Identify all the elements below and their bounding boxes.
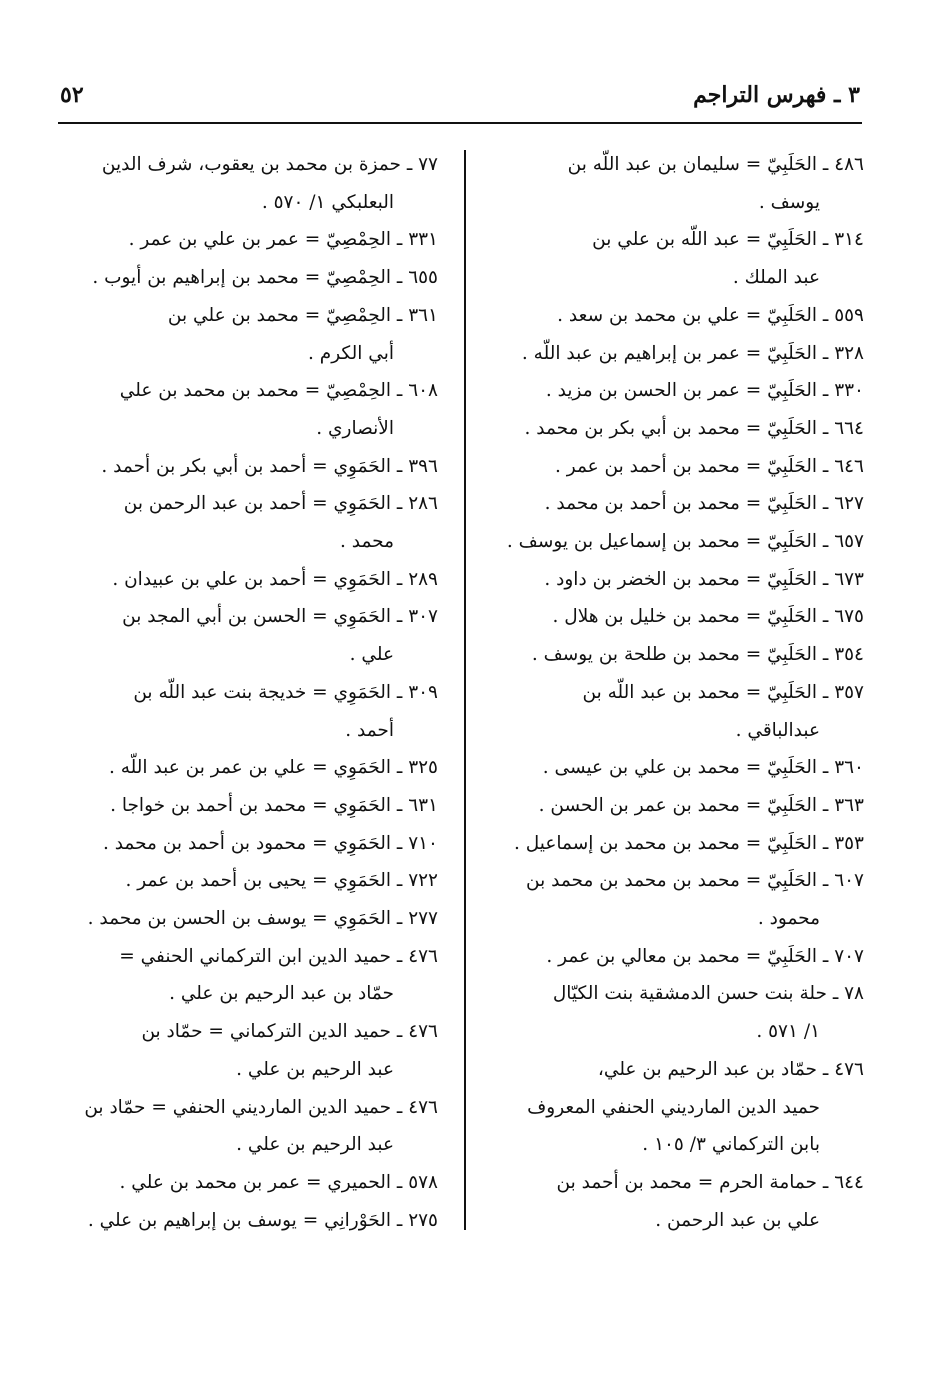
index-entry: ٣٦٠ ـ الحَلَبِيّ = محمد بن علي بن عيسى .	[542, 757, 864, 779]
index-entry: ٦٥٧ ـ الحَلَبِيّ = محمد بن إسماعيل بن يوسف .	[506, 531, 864, 553]
index-entry: ٣٥٤ ـ الحَلَبِيّ = محمد بن طلحة بن يوسف .	[531, 644, 864, 666]
page-number: ٥٢	[60, 82, 84, 108]
index-entry: ٣٦١ ـ الحِمْصِيّ = محمد بن علي بن أبي الكرم .	[167, 304, 438, 364]
index-entry: ٢٨٦ ـ الحَمَوِي = أحمد بن عبد الرحمن بن محمد .	[123, 493, 438, 553]
index-entry: ٦٦٤ ـ الحَلَبِيّ = محمد بن أبي بكر بن محمد .	[524, 417, 864, 439]
index-entry: ٣٥٣ ـ الحَلَبِيّ = محمد بن محمد بن إسماعيل .	[514, 832, 864, 854]
index-entry: ٤٧٦ ـ حميد الدين ابن التركماني الحنفي = حمّاد بن عبد الرحيم بن علي .	[119, 945, 438, 1005]
section-title: ٣ ـ فهرس التراجم	[693, 82, 860, 108]
header-rule	[58, 122, 862, 124]
index-entry: ٣٢٥ ـ الحَمَوِي = علي بن عمر بن عبد اللّه .	[108, 757, 438, 779]
index-entry: ٣٣١ ـ الحِمْصِيّ = عمر بن علي بن عمر .	[128, 229, 438, 251]
index-entry: ٣٩٦ ـ الحَمَوِي = أحمد بن أبي بكر بن أحمد .	[101, 455, 438, 477]
index-entry: ٦٧٥ ـ الحَلَبِيّ = محمد بن خليل بن هلال .	[552, 606, 864, 628]
index-entry: ٣٢٨ ـ الحَلَبِيّ = عمر بن إبراهيم بن عبد اللّه .	[521, 342, 864, 364]
index-entry: ٦٠٧ ـ الحَلَبِيّ = محمد بن محمد بن محمد بن محمود .	[526, 870, 864, 930]
index-entry: ٦٧٣ ـ الحَلَبِيّ = محمد بن الخضر بن داود .	[544, 568, 864, 590]
index-entry: ٣١٤ ـ الحَلَبِيّ = عبد اللّه بن علي بن عبد الملك .	[592, 229, 864, 289]
index-entry: ٦٥٥ ـ الحِمْصِيّ = محمد بن إبراهيم بن أيوب .	[92, 267, 438, 289]
index-entry: ٤٨٦ ـ الحَلَبِيّ = سليمان بن عبد اللّه بن يوسف .	[567, 154, 864, 213]
page-header	[60, 82, 860, 122]
index-entry: ٢٨٩ ـ الحَمَوِي = أحمد بن علي بن عبيدان .	[112, 568, 438, 590]
index-entry: ٢٧٥ ـ الحَوْرانِي = يوسف بن إبراهيم بن علي .	[87, 1209, 438, 1231]
index-entry: ٤٧٦ ـ حميد الدين التركماني = حمّاد بن عبد الرحيم بن علي .	[141, 1021, 438, 1080]
index-entry: ٣٠٧ ـ الحَمَوِي = الحسن بن أبي المجد بن علي .	[122, 606, 438, 666]
index-entry: ٧٨ ـ حلة بنت حسن الدمشقية بنت الكيّال ١/ ٥٧١ .	[552, 983, 864, 1043]
index-entry: ٤٧٦ ـ حمّاد بن عبد الرحيم بن علي، حميد الدين المارديني الحنفي المعروف بابن التركماني ٣/ ١٠٥ .	[527, 1058, 864, 1156]
index-entry: ٦٢٧ ـ الحَلَبِيّ = محمد بن أحمد بن محمد .	[544, 493, 864, 515]
right-column	[492, 146, 864, 1239]
index-entry: ٦٠٨ ـ الحِمْصِيّ = محمد بن محمد بن علي الأنصاري .	[119, 380, 438, 439]
index-entry: ٣٠٩ ـ الحَمَوِي = خديجة بنت عبد اللّه بن أحمد .	[133, 681, 438, 741]
index-entry: ٦٤٦ ـ الحَلَبِيّ = محمد بن أحمد بن عمر .	[554, 455, 864, 477]
index-entry: ٤٧٦ ـ حميد الدين المارديني الحنفي = حمّاد بن عبد الرحيم بن علي .	[84, 1096, 438, 1156]
index-entry: ٧٧ ـ حمزة بن محمد بن يعقوب، شرف الدين البعلبكي ١/ ٥٧٠ .	[101, 154, 438, 213]
index-entry: ٢٧٧ ـ الحَمَوِي = يوسف بن الحسن بن محمد .	[87, 908, 438, 930]
index-entry: ٥٧٨ ـ الحميري = عمر بن محمد بن علي .	[119, 1171, 438, 1193]
index-entry: ٦٣١ ـ الحَمَوِي = محمد بن أحمد بن خواجا .	[110, 794, 438, 816]
index-entry: ٣٦٣ ـ الحَلَبِيّ = محمد بن عمر بن الحسن .	[538, 794, 864, 816]
index-entry: ٣٥٧ ـ الحَلَبِيّ = محمد بن عبد اللّه بن عبدالباقي .	[582, 681, 864, 741]
left-column	[60, 146, 438, 1239]
index-entry: ٣٣٠ ـ الحَلَبِيّ = عمر بن الحسن بن مزيد .	[545, 380, 864, 402]
index-entry: ٦٤٤ ـ حمامة الحرم = محمد بن أحمد بن علي بن عبد الرحمن .	[556, 1171, 864, 1231]
index-entry: ٥٥٩ ـ الحَلَبِيّ = علي بن محمد بن سعد .	[557, 304, 864, 326]
index-entry: ٧٢٢ ـ الحَمَوِي = يحيى بن أحمد بن عمر .	[125, 870, 438, 892]
index-entry: ٧٠٧ ـ الحَلَبِيّ = محمد بن معالي بن عمر .	[546, 945, 864, 967]
column-divider	[464, 150, 466, 1230]
index-entry: ٧١٠ ـ الحَمَوِي = محمود بن أحمد بن محمد .	[102, 832, 438, 854]
